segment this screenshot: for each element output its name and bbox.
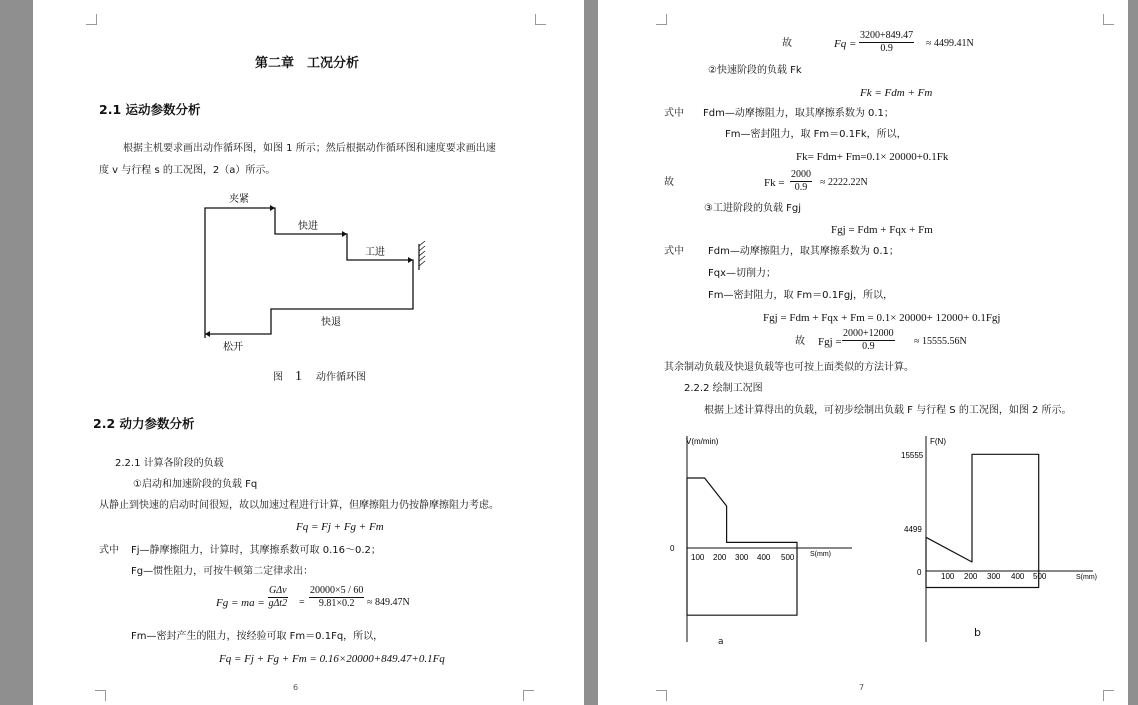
equation-fg-fraction2 [309,585,364,610]
y-tick-label: 15555 [901,451,924,460]
arrow-release [205,331,210,337]
section-heading-2-2: 2.2 动力参数分析 [93,416,195,431]
figure-caption-number: 1 [295,369,302,384]
arrow-work-feed [408,257,413,263]
equation-fgj-result: ≈ 15555.56N [914,336,967,347]
label-fast-return: 快退 [321,317,341,328]
y-axis-label: V(m/min) [686,437,719,446]
equation-fgj-sum: Fgj = Fdm + Fqx + Fm = 0.1× 20000+ 12000+ 0.1Fgj [763,312,1001,324]
equation-fgj-lhs: Fgj = [818,336,842,348]
fraction-denominator: 0.9 [794,182,808,193]
equation-fk-lhs: Fk = [764,177,785,189]
equation-fk-result: ≈ 2222.22N [820,177,868,188]
figure-caption-prefix: 图 [273,372,283,383]
paragraph-draw-chart: 根据上述计算得出的负载，可初步绘制出负载 F 与行程 S 的工况图，如图 2 所示。 [704,405,1072,416]
definition-fdm: Fdm—动摩擦阻力，取其摩擦系数为 0.1； [703,108,894,119]
equation-fq-fraction [859,30,914,55]
origin-label: 0 [670,544,675,553]
paragraph-line: 根据主机要求画出动作循环图，如图 1 所示；然后根据动作循环图和速度要求画出速 [123,143,496,154]
left-gutter [0,0,33,705]
equation-fq: Fq = Fj + Fg + Fm [296,521,384,533]
label-clamp: 夹紧 [229,194,249,205]
paragraph-line: 度 v 与行程 s 的工况图，2（a）所示。 [99,165,276,176]
fraction-numerator: 2000+12000 [843,328,894,339]
crop-mark-top-right [535,14,546,25]
arrow-clamp [270,205,275,211]
definition-fj: Fj—静摩擦阻力，计算时，其摩擦系数可取 0.16～0.2； [131,545,381,556]
chart-series-line-1 [687,478,797,548]
gu-label: 故 [664,177,674,188]
definition-fdm: Fdm—动摩擦阻力，取其摩擦系数为 0.1； [708,246,899,257]
x-tick-label: 500 [1033,572,1047,581]
chapter-title: 第二章 工况分析 [255,56,360,71]
subsection-2-2-1: 2.2.1 计算各阶段的负载 [115,458,224,469]
arrow-fast-forward [342,231,347,237]
document-page-6 [33,0,584,705]
chart-a-caption: a [718,637,724,647]
x-tick-label: 300 [987,572,1001,581]
section-heading-2-1: 2.1 运动参数分析 [99,102,201,117]
crop-mark-top-right [1103,14,1114,25]
chart-load-stroke [898,430,1103,652]
crop-mark-bottom-right [523,690,534,701]
equation-fg-result: ≈ 849.47N [367,597,410,608]
right-gutter [1128,0,1138,705]
chart-b-caption: b [974,626,981,639]
definition-fm: Fm—密封阻力，取 Fm＝0.1Fgj，所以， [708,290,893,301]
x-tick-label: 100 [941,572,955,581]
origin-label: 0 [917,568,922,577]
label-fast-forward: 快进 [298,221,318,232]
x-tick-label: 100 [691,553,705,562]
equation-fg-equals: = [299,597,305,608]
crop-mark-top-left [656,14,667,25]
item-work-feed-stage: ③工进阶段的负载 Fgj [704,203,802,214]
page-number: 7 [859,683,865,692]
equation-fq-lhs: Fq = [834,38,857,50]
gu-label: 故 [782,38,792,49]
x-axis-label: S(mm) [810,551,831,558]
equation-fq-sum: Fq = Fj + Fg + Fm = 0.16×20000+849.47+0.1Fq [219,653,445,665]
equation-fgj: Fgj = Fdm + Fqx + Fm [831,224,933,236]
definition-fm: Fm—密封阻力，取 Fm＝0.1Fk，所以， [725,129,907,140]
action-cycle-diagram [193,188,443,360]
stop-hatch [419,241,425,266]
crop-mark-bottom-left [95,690,106,701]
fraction-denominator: 0.9 [880,43,893,54]
x-tick-label: 500 [781,553,795,562]
fraction-denominator: 0.9 [862,341,875,352]
chart-series-line-1 [926,454,1039,571]
fraction-denominator: gΔt2 [268,598,288,609]
y-tick-label: 4499 [904,525,922,534]
where-label: 式中 [99,545,119,556]
page-number: 6 [293,683,299,692]
paragraph-static-friction: 从静止到快速的启动时间很短，故以加速过程进行计算，但摩擦阻力仍按静摩擦阻力考虑。 [99,500,499,511]
fraction-numerator: 20000×5 / 60 [310,585,364,596]
middle-gutter [584,0,598,705]
chart-series-group [926,454,1039,587]
x-tick-label: 400 [757,553,771,562]
chart-velocity-stroke [662,430,862,652]
chart-series-group [687,478,797,615]
equation-fk-fraction [790,169,812,194]
where-label: 式中 [664,108,684,119]
paragraph-remaining-loads: 其余制动负载及快退负载等也可按上面类似的方法计算。 [664,362,914,373]
gu-label: 故 [795,336,805,347]
crop-mark-top-left [86,14,97,25]
equation-fk-sum: Fk= Fdm+ Fm=0.1× 20000+0.1Fk [796,151,949,163]
equation-fg-lhs: Fg = ma = [216,597,265,609]
x-tick-label: 400 [1011,572,1025,581]
fraction-denominator: 9.81×0.2 [318,598,355,609]
label-work-feed: 工进 [365,247,385,258]
definition-fm: Fm—密封产生的阻力，按经验可取 Fm＝0.1Fq，所以， [131,631,384,642]
definition-fqx: Fqx—切削力； [708,268,777,279]
equation-fq-result: ≈ 4499.41N [926,38,974,49]
fraction-numerator: 3200+849.47 [860,30,914,41]
crop-mark-bottom-right [1103,690,1114,701]
item-start-accel: ①启动和加速阶段的负载 Fq [133,479,258,490]
x-tick-label: 200 [964,572,978,581]
subsection-2-2-2: 2.2.2 绘制工况图 [684,383,763,394]
equation-fgj-fraction [842,328,895,353]
item-fast-stage: ②快速阶段的负载 Fk [708,65,802,76]
y-axis-label: F(N) [930,437,946,446]
where-label: 式中 [664,246,684,257]
fraction-numerator: GΔv [269,585,287,596]
x-axis-label: S(mm) [1076,574,1097,581]
definition-fg: Fg—惯性阻力，可按牛顿第二定律求出： [131,566,314,577]
crop-mark-bottom-left [656,690,667,701]
document-page-7 [598,0,1128,705]
fraction-numerator: 2000 [791,169,811,180]
label-release: 松开 [223,342,243,353]
figure-caption-text: 动作循环图 [316,372,366,383]
x-tick-label: 300 [735,553,749,562]
equation-fk: Fk = Fdm + Fm [860,87,933,99]
x-tick-label: 200 [713,553,727,562]
equation-fg-fraction1 [268,585,288,610]
